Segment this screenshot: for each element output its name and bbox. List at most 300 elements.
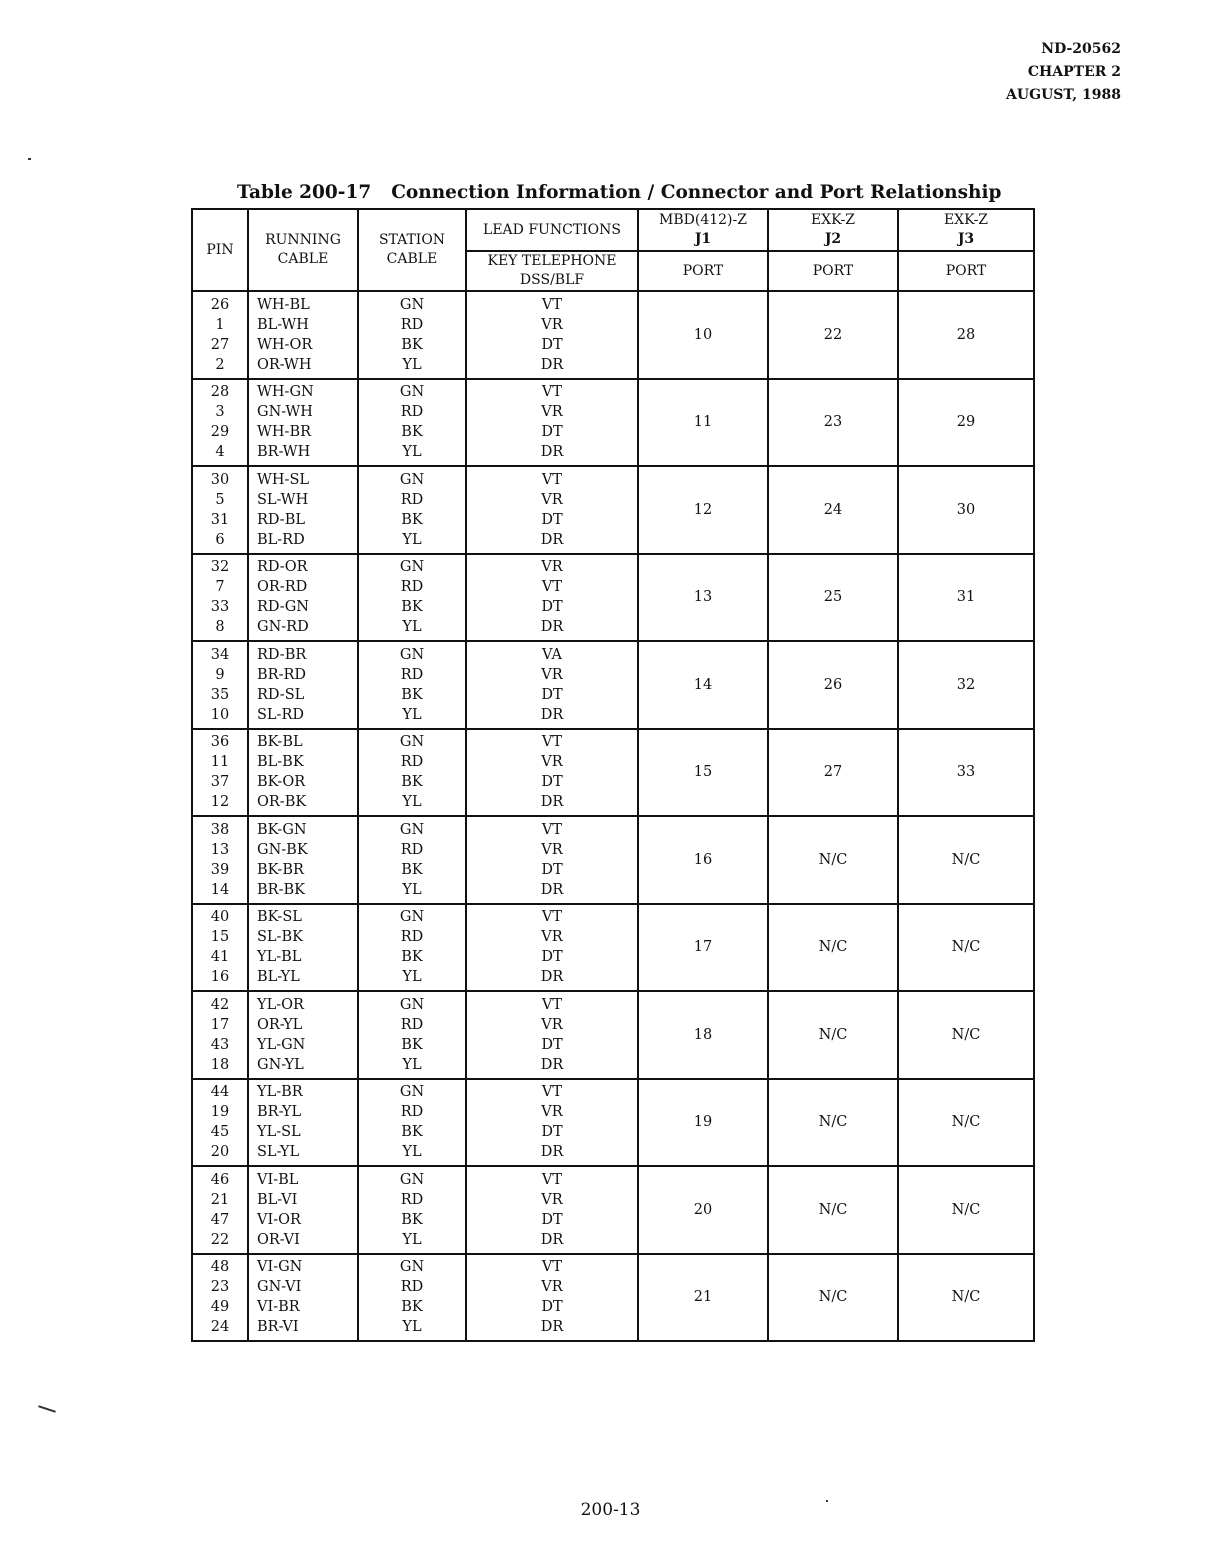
date-label: AUGUST, 1988 [1006, 87, 1121, 103]
station-cable-cell [358, 991, 466, 1079]
table-row-group [192, 904, 1034, 992]
pin-value: 9 [215, 666, 225, 683]
pin-value: 46 [210, 1171, 230, 1188]
col-header-running-cable [248, 209, 358, 291]
col-header-exk-j2 [768, 209, 898, 251]
port-j3-cell: 30 [898, 466, 1034, 554]
running-cable-value: BK-OR [257, 774, 306, 791]
running-cable-value: SL-RD [257, 706, 305, 723]
lead-function-value: DT [541, 1299, 563, 1316]
station-cable-value: BK [401, 1124, 423, 1141]
port-j3-cell: 29 [898, 379, 1034, 467]
port-j1-cell: 10 [638, 291, 768, 379]
station-cable-value: BK [401, 1211, 423, 1228]
running-cable-value: OR-RD [257, 579, 308, 596]
station-cable-value: GN [399, 471, 425, 488]
port-j1-cell: 13 [638, 554, 768, 642]
table-row-group [192, 991, 1034, 1079]
pin-cell [192, 729, 248, 817]
running-cable-cell [248, 554, 358, 642]
port-j2-cell: N/C [768, 1254, 898, 1342]
station-cable-value: GN [399, 646, 425, 663]
pin-cell [192, 904, 248, 992]
running-cable-value: BK-BR [257, 861, 304, 878]
running-cable-value: RD-SL [257, 686, 305, 703]
station-cable-value: BK [401, 1299, 423, 1316]
lead-function-value: VR [541, 754, 563, 771]
port-j3-cell: N/C [898, 1254, 1034, 1342]
station-cable-value: YL [402, 1231, 422, 1248]
running-cable-cell [248, 1079, 358, 1167]
col-header-station-cable [358, 209, 466, 291]
lead-function-value: VR [541, 491, 563, 508]
lead-function-value: DR [540, 356, 564, 373]
running-cable-value: RD-BL [257, 511, 305, 528]
table-number: Table 200-17 [237, 182, 372, 203]
running-cable-cell [248, 904, 358, 992]
station-cable-value: RD [400, 1104, 424, 1121]
station-cable-cell [358, 291, 466, 379]
lead-function-cell [466, 991, 638, 1079]
pin-value: 6 [215, 531, 225, 548]
lead-function-value: VT [541, 296, 563, 313]
pin-value: 32 [210, 559, 230, 576]
pin-value: 13 [210, 841, 230, 858]
station-cable-cell [358, 554, 466, 642]
running-cable-value: GN-WH [257, 404, 313, 421]
station-cable-value: BK [401, 511, 423, 528]
pin-value: 18 [210, 1056, 230, 1073]
station-cable-cell [358, 1166, 466, 1254]
running-cable-cell [248, 816, 358, 904]
exk-j3-connector: J3 [957, 231, 975, 247]
pin-value: 3 [215, 404, 225, 421]
port-j2-cell: N/C [768, 991, 898, 1079]
running-cable-cell [248, 641, 358, 729]
station-cable-value: BK [401, 336, 423, 353]
station-cable-value: YL [402, 444, 422, 461]
lead-function-value: DR [540, 969, 564, 986]
key-telephone-label: KEY TELEPHONE DSS/BLF [487, 253, 617, 288]
lead-function-value: VR [541, 316, 563, 333]
pin-value: 7 [215, 579, 225, 596]
port-j1-cell: 14 [638, 641, 768, 729]
table-row-group [192, 379, 1034, 467]
pin-value: 24 [210, 1319, 230, 1336]
running-cable-value: VI-OR [257, 1211, 301, 1228]
pin-value: 29 [210, 424, 230, 441]
station-cable-value: BK [401, 1036, 423, 1053]
running-cable-value: OR-YL [257, 1016, 303, 1033]
running-cable-cell [248, 1254, 358, 1342]
table-caption [237, 182, 1001, 203]
running-cable-value: BL-VI [257, 1191, 298, 1208]
running-cable-value: WH-SL [257, 471, 310, 488]
col-header-port-j1: PORT [638, 251, 768, 291]
pin-value: 19 [210, 1104, 230, 1121]
pin-value: 41 [210, 949, 230, 966]
lead-function-cell [466, 554, 638, 642]
lead-function-value: DR [540, 1319, 564, 1336]
lead-function-value: VR [541, 1016, 563, 1033]
lead-function-cell [466, 291, 638, 379]
port-j1-cell: 15 [638, 729, 768, 817]
pin-value: 21 [210, 1191, 230, 1208]
running-cable-value: BR-RD [257, 666, 307, 683]
pin-cell [192, 641, 248, 729]
lead-function-value: DT [541, 1036, 563, 1053]
lead-function-value: DT [541, 336, 563, 353]
running-cable-value: YL-OR [257, 996, 304, 1013]
running-cable-value: BL-YL [257, 969, 300, 986]
port-j3-cell: N/C [898, 904, 1034, 992]
station-cable-value: GN [399, 1259, 425, 1276]
port-j1-cell: 20 [638, 1166, 768, 1254]
document-id: ND-20562 [1041, 41, 1121, 57]
lead-function-value: VR [541, 929, 563, 946]
lead-function-value: VT [541, 821, 563, 838]
port-j2-cell: N/C [768, 1166, 898, 1254]
station-cable-value: RD [400, 404, 424, 421]
lead-function-cell [466, 379, 638, 467]
station-cable-value: YL [402, 531, 422, 548]
port-j3-cell: N/C [898, 816, 1034, 904]
port-j2-cell: N/C [768, 904, 898, 992]
lead-function-value: VA [542, 646, 562, 663]
lead-function-value: DT [541, 511, 563, 528]
running-cable-value: VI-BR [257, 1299, 300, 1316]
mbd-label: MBD(412)-Z [659, 212, 747, 228]
port-j3-cell: 33 [898, 729, 1034, 817]
pin-value: 5 [215, 491, 225, 508]
port-j3-cell: N/C [898, 991, 1034, 1079]
port-j1-cell: 18 [638, 991, 768, 1079]
lead-function-cell [466, 904, 638, 992]
pin-value: 2 [215, 356, 225, 373]
port-j2-cell: 22 [768, 291, 898, 379]
lead-function-value: VR [541, 666, 563, 683]
running-cable-value: BL-RD [257, 531, 305, 548]
running-cable-value: BR-BK [257, 881, 305, 898]
pin-value: 20 [210, 1144, 230, 1161]
pin-value: 12 [210, 794, 230, 811]
station-cable-value: YL [402, 706, 422, 723]
pin-cell [192, 554, 248, 642]
lead-function-value: DR [540, 444, 564, 461]
lead-function-value: DR [540, 1056, 564, 1073]
station-cable-value: RD [400, 316, 424, 333]
port-j2-cell: 27 [768, 729, 898, 817]
pin-value: 16 [210, 969, 230, 986]
port-j1-cell: 21 [638, 1254, 768, 1342]
station-cable-value: BK [401, 686, 423, 703]
running-cable-value: OR-WH [257, 356, 312, 373]
running-cable-value: BK-GN [257, 821, 307, 838]
lead-function-value: VR [541, 1104, 563, 1121]
lead-function-value: DT [541, 686, 563, 703]
col-header-lead-functions: LEAD FUNCTIONS [466, 209, 638, 251]
running-cable-cell [248, 991, 358, 1079]
table-row-group [192, 1079, 1034, 1167]
pin-value: 33 [210, 599, 230, 616]
col-header-key-telephone [466, 251, 638, 291]
running-cable-value: YL-BL [257, 949, 302, 966]
station-cable-value: RD [400, 1191, 424, 1208]
station-cable-cell [358, 379, 466, 467]
station-cable-value: YL [402, 794, 422, 811]
pin-value: 36 [210, 734, 230, 751]
station-cable-value: RD [400, 666, 424, 683]
lead-function-value: DR [540, 706, 564, 723]
port-j3-cell: 28 [898, 291, 1034, 379]
table-title: Connection Information / Connector and Port Relationship [391, 182, 1002, 203]
running-cable-value: BR-VI [257, 1319, 299, 1336]
exk-j2-label: EXK-Z [810, 212, 856, 228]
station-cable-cell [358, 816, 466, 904]
station-cable-value: GN [399, 1171, 425, 1188]
col-header-mbd [638, 209, 768, 251]
connection-table [191, 208, 1035, 1342]
lead-function-cell [466, 1079, 638, 1167]
station-cable-label: STATION CABLE [378, 232, 446, 267]
station-cable-value: BK [401, 599, 423, 616]
station-cable-value: RD [400, 929, 424, 946]
pin-value: 42 [210, 996, 230, 1013]
station-cable-cell [358, 466, 466, 554]
pin-cell [192, 379, 248, 467]
running-cable-value: OR-VI [257, 1231, 300, 1248]
station-cable-value: RD [400, 754, 424, 771]
station-cable-value: GN [399, 296, 425, 313]
station-cable-value: RD [400, 1279, 424, 1296]
chapter-label: CHAPTER 2 [1027, 64, 1121, 80]
lead-function-value: VT [541, 909, 563, 926]
lead-function-value: DR [540, 531, 564, 548]
lead-function-cell [466, 466, 638, 554]
station-cable-cell [358, 904, 466, 992]
port-j3-cell: 31 [898, 554, 1034, 642]
page-number: 200-13 [580, 1500, 641, 1520]
station-cable-value: RD [400, 841, 424, 858]
station-cable-value: YL [402, 1144, 422, 1161]
station-cable-cell [358, 641, 466, 729]
station-cable-value: GN [399, 1084, 425, 1101]
running-cable-label: RUNNING CABLE [265, 232, 341, 267]
lead-function-value: VT [541, 996, 563, 1013]
station-cable-value: YL [402, 356, 422, 373]
running-cable-value: WH-BL [257, 296, 310, 313]
port-j2-cell: N/C [768, 816, 898, 904]
running-cable-cell [248, 729, 358, 817]
port-j2-cell: N/C [768, 1079, 898, 1167]
station-cable-cell [358, 1079, 466, 1167]
port-j1-cell: 12 [638, 466, 768, 554]
pin-value: 48 [210, 1259, 230, 1276]
running-cable-value: YL-GN [257, 1036, 306, 1053]
running-cable-value: BK-SL [257, 909, 302, 926]
port-j2-cell: 23 [768, 379, 898, 467]
lead-function-value: VR [541, 1279, 563, 1296]
station-cable-cell [358, 1254, 466, 1342]
lead-function-value: DR [540, 1144, 564, 1161]
pin-value: 27 [210, 336, 230, 353]
station-cable-value: BK [401, 949, 423, 966]
scan-mark [38, 1405, 56, 1412]
lead-function-value: DR [540, 1231, 564, 1248]
pin-value: 30 [210, 471, 230, 488]
pin-value: 4 [215, 444, 225, 461]
running-cable-value: GN-BK [257, 841, 308, 858]
pin-value: 1 [215, 316, 225, 333]
pin-cell [192, 1166, 248, 1254]
lead-function-value: DT [541, 774, 563, 791]
running-cable-value: BL-BK [257, 754, 304, 771]
pin-value: 47 [210, 1211, 230, 1228]
pin-cell [192, 816, 248, 904]
table-row-group [192, 1254, 1034, 1342]
lead-function-cell [466, 816, 638, 904]
port-j1-cell: 16 [638, 816, 768, 904]
station-cable-value: BK [401, 424, 423, 441]
station-cable-value: GN [399, 996, 425, 1013]
pin-value: 40 [210, 909, 230, 926]
station-cable-value: GN [399, 384, 425, 401]
pin-value: 38 [210, 821, 230, 838]
pin-value: 44 [210, 1084, 230, 1101]
pin-value: 14 [210, 881, 230, 898]
scan-speck [826, 1500, 828, 1502]
running-cable-value: WH-BR [257, 424, 312, 441]
pin-cell [192, 1079, 248, 1167]
lead-function-value: DT [541, 1124, 563, 1141]
station-cable-value: RD [400, 491, 424, 508]
pin-value: 10 [210, 706, 230, 723]
port-j3-cell: N/C [898, 1079, 1034, 1167]
pin-value: 39 [210, 861, 230, 878]
running-cable-value: VI-BL [257, 1171, 299, 1188]
station-cable-value: YL [402, 969, 422, 986]
table-row-group [192, 554, 1034, 642]
lead-function-value: DT [541, 861, 563, 878]
pin-value: 22 [210, 1231, 230, 1248]
station-cable-value: YL [402, 1056, 422, 1073]
lead-function-value: VR [541, 841, 563, 858]
lead-function-value: VT [541, 384, 563, 401]
pin-value: 17 [210, 1016, 230, 1033]
table-row-group [192, 641, 1034, 729]
station-cable-value: GN [399, 909, 425, 926]
lead-function-cell [466, 641, 638, 729]
running-cable-cell [248, 1166, 358, 1254]
pin-value: 23 [210, 1279, 230, 1296]
pin-value: 35 [210, 686, 230, 703]
port-j3-cell: N/C [898, 1166, 1034, 1254]
running-cable-value: OR-BK [257, 794, 307, 811]
running-cable-value: SL-YL [257, 1144, 300, 1161]
lead-function-value: DR [540, 881, 564, 898]
running-cable-value: WH-OR [257, 336, 313, 353]
lead-function-value: VR [541, 1191, 563, 1208]
lead-function-value: DT [541, 1211, 563, 1228]
running-cable-value: RD-OR [257, 559, 308, 576]
lead-function-cell [466, 1166, 638, 1254]
exk-j2-connector: J2 [824, 231, 842, 247]
lead-function-value: VT [541, 1171, 563, 1188]
running-cable-cell [248, 466, 358, 554]
port-j1-cell: 11 [638, 379, 768, 467]
pin-value: 45 [210, 1124, 230, 1141]
pin-value: 43 [210, 1036, 230, 1053]
running-cable-value: BK-BL [257, 734, 303, 751]
station-cable-value: RD [400, 1016, 424, 1033]
pin-value: 31 [210, 511, 230, 528]
pin-value: 28 [210, 384, 230, 401]
station-cable-value: GN [399, 734, 425, 751]
lead-function-value: VT [541, 1084, 563, 1101]
running-cable-cell [248, 291, 358, 379]
pin-cell [192, 466, 248, 554]
running-cable-value: BR-WH [257, 444, 311, 461]
lead-function-value: DT [541, 424, 563, 441]
pin-value: 8 [215, 619, 225, 636]
lead-function-cell [466, 729, 638, 817]
col-header-pin: PIN [192, 209, 248, 291]
scan-speck [28, 158, 31, 160]
station-cable-cell [358, 729, 466, 817]
port-j2-cell: 25 [768, 554, 898, 642]
table-row-group [192, 466, 1034, 554]
lead-function-value: VT [541, 734, 563, 751]
pin-value: 34 [210, 646, 230, 663]
col-header-exk-j3 [898, 209, 1034, 251]
port-j2-cell: 24 [768, 466, 898, 554]
pin-cell [192, 291, 248, 379]
station-cable-value: BK [401, 861, 423, 878]
lead-function-value: VT [541, 1259, 563, 1276]
lead-function-value: DR [540, 794, 564, 811]
exk-j3-label: EXK-Z [943, 212, 989, 228]
station-cable-value: YL [402, 619, 422, 636]
running-cable-cell [248, 379, 358, 467]
running-cable-value: RD-BR [257, 646, 307, 663]
pin-cell [192, 1254, 248, 1342]
station-cable-value: YL [402, 881, 422, 898]
running-cable-value: YL-BR [257, 1084, 303, 1101]
running-cable-value: WH-GN [257, 384, 314, 401]
station-cable-value: GN [399, 821, 425, 838]
station-cable-value: RD [400, 579, 424, 596]
table-row-group [192, 1166, 1034, 1254]
pin-cell [192, 991, 248, 1079]
station-cable-value: BK [401, 774, 423, 791]
running-cable-value: VI-GN [257, 1259, 303, 1276]
col-header-port-j2: PORT [768, 251, 898, 291]
running-cable-value: SL-WH [257, 491, 309, 508]
running-cable-value: YL-SL [257, 1124, 301, 1141]
port-j3-cell: 32 [898, 641, 1034, 729]
lead-function-value: DT [541, 949, 563, 966]
running-cable-value: BL-WH [257, 316, 309, 333]
running-cable-value: SL-BK [257, 929, 303, 946]
pin-value: 37 [210, 774, 230, 791]
lead-function-value: VR [541, 404, 563, 421]
station-cable-value: YL [402, 1319, 422, 1336]
pin-value: 49 [210, 1299, 230, 1316]
running-cable-value: RD-GN [257, 599, 309, 616]
port-j1-cell: 19 [638, 1079, 768, 1167]
pin-value: 11 [210, 754, 230, 771]
lead-function-value: VT [541, 471, 563, 488]
